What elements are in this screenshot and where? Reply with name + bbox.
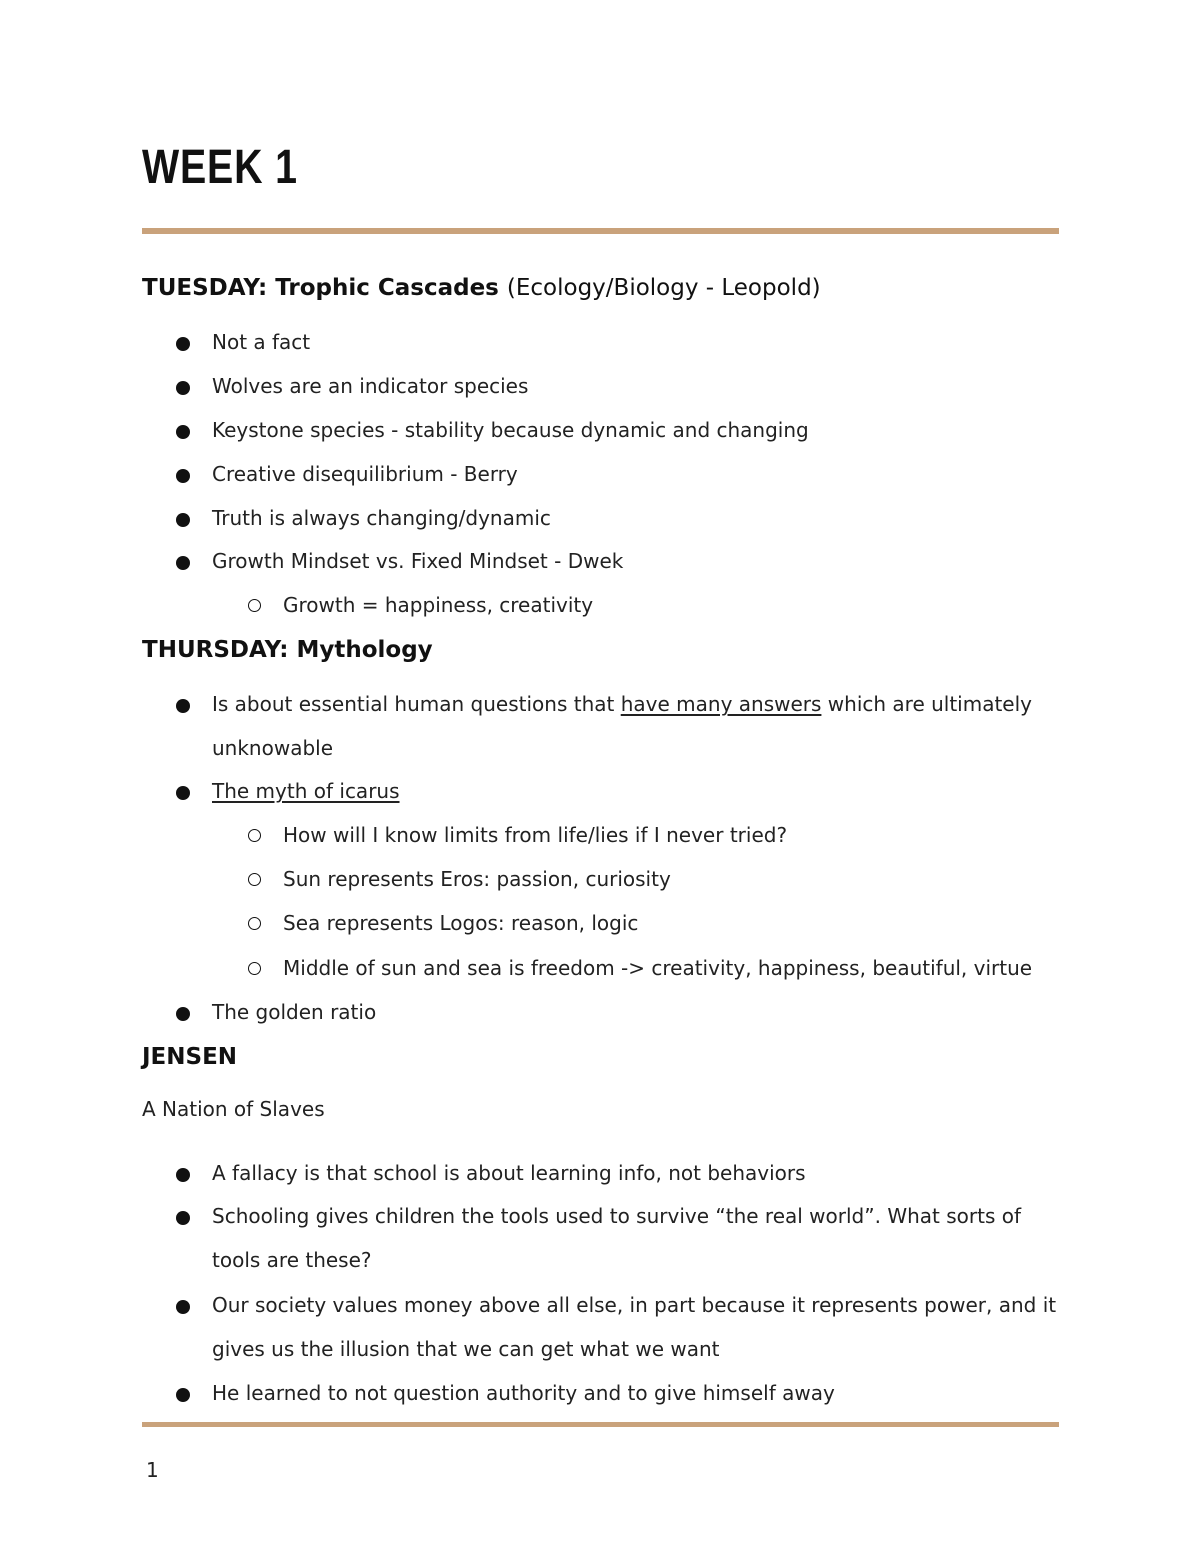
list-item: Schooling gives children the tools used to survive “the real world”. What sorts of tools are these? <box>212 1194 1052 1282</box>
sub-list-item: Growth = happiness, creativity <box>283 583 1053 627</box>
footer-divider <box>142 1422 1059 1427</box>
list-item: Truth is always changing/dynamic <box>212 496 1052 540</box>
page-title: WEEK 1 <box>142 141 298 194</box>
bullet-icon <box>176 337 190 351</box>
hollow-bullet-icon <box>248 962 261 975</box>
jensen-subheading: A Nation of Slaves <box>142 1097 325 1121</box>
bullet-icon <box>176 381 190 395</box>
list-item: Wolves are an indicator species <box>212 364 1052 408</box>
bullet-icon <box>176 1007 190 1021</box>
hollow-bullet-icon <box>248 917 261 930</box>
bullet-icon <box>176 425 190 439</box>
list-item: Not a fact <box>212 320 1052 364</box>
tuesday-topic: Trophic Cascades <box>275 275 499 301</box>
thursday-topic: Mythology <box>296 637 433 663</box>
list-item: A fallacy is that school is about learning info, not behaviors <box>212 1151 1052 1195</box>
bullet-icon <box>176 556 190 570</box>
bullet-icon <box>176 1168 190 1182</box>
hollow-bullet-icon <box>248 599 261 612</box>
sub-list-item: Sea represents Logos: reason, logic <box>283 901 1053 945</box>
header-divider <box>142 228 1059 234</box>
list-item: Creative disequilibrium - Berry <box>212 452 1052 496</box>
thursday-heading <box>142 637 433 663</box>
tuesday-heading <box>142 275 821 301</box>
hollow-bullet-icon <box>248 829 261 842</box>
tuesday-day: TUESDAY: <box>142 275 268 301</box>
sub-list-item: How will I know limits from life/lies if I never tried? <box>283 813 1053 857</box>
page-number: 1 <box>146 1458 159 1482</box>
bullet-icon <box>176 1388 190 1402</box>
bullet-icon <box>176 786 190 800</box>
jensen-heading: JENSEN <box>142 1044 238 1070</box>
underlined-text: The myth of icarus <box>212 779 400 803</box>
underlined-text: have many answers <box>620 692 822 716</box>
bullet-icon <box>176 469 190 483</box>
tuesday-subtitle: (Ecology/Biology - Leopold) <box>506 275 821 301</box>
thursday-day: THURSDAY: <box>142 637 289 663</box>
sub-list-item: Sun represents Eros: passion, curiosity <box>283 857 1053 901</box>
list-item: He learned to not question authority and to give himself away <box>212 1371 1052 1415</box>
list-item: Is about essential human questions that have many answers which are ultimately unknowable <box>212 682 1052 770</box>
bullet-icon <box>176 1211 190 1225</box>
bullet-icon <box>176 699 190 713</box>
list-item: Keystone species - stability because dynamic and changing <box>212 408 1052 452</box>
list-item: Our society values money above all else, in part because it represents power, and it gives us the illusion that we can get what we want <box>212 1283 1052 1371</box>
sub-list-item: Middle of sun and sea is freedom -> creativity, happiness, beautiful, virtue <box>283 946 1053 990</box>
bullet-icon <box>176 1300 190 1314</box>
list-item: The golden ratio <box>212 990 1052 1034</box>
list-item <box>212 769 1052 813</box>
hollow-bullet-icon <box>248 873 261 886</box>
bullet-icon <box>176 513 190 527</box>
list-item: Growth Mindset vs. Fixed Mindset - Dwek <box>212 539 1052 583</box>
